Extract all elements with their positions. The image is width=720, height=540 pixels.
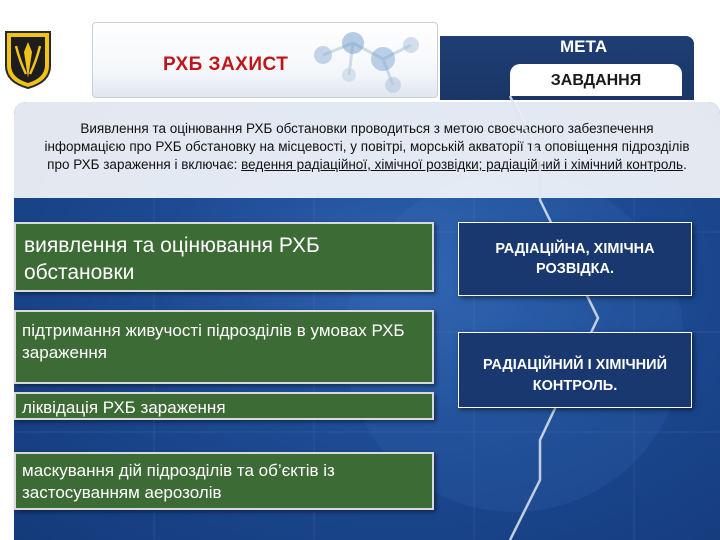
list-item-survivability: підтримання живучості підрозділів в умовах РХБ зараження [14, 310, 434, 384]
list-item-camouflage: маскування дій підрозділів та об’єктів із застосуванням аерозолів [14, 452, 434, 510]
molecule-icon [293, 25, 438, 97]
intro-plain: Виявлення та оцінювання РХБ обстановки проводиться з метою своєчасного забезпечення інформацією про РХБ обстановку на місцевості, у повітрі, морській акваторії та оповіщення підрозділів про РХБ зараження і включає: [44, 121, 690, 172]
task-box-reconnaissance: РАДІАЦІЙНА, ХІМІЧНА РОЗВІДКА. [458, 222, 692, 296]
title-tab [92, 22, 438, 98]
page-title: РХБ ЗАХИСТ [163, 54, 289, 75]
intro-underlined: ведення радіаційної, хімічної розвідки; радіаційний і хімічний контроль [241, 157, 684, 172]
intro-end: . [683, 157, 687, 172]
list-item-assessment: виявлення та оцінювання РХБ обстановки [14, 222, 434, 292]
tasks-tab [510, 64, 682, 96]
intro-text [14, 102, 720, 198]
tasks-label: ЗАВДАННЯ [550, 72, 642, 89]
military-emblem-icon [2, 28, 54, 90]
list-item-decontamination: ліквідація РХБ зараження [14, 392, 434, 420]
goal-label: МЕТА [560, 37, 608, 56]
task-box-control: РАДІАЦІЙНИЙ І ХІМІЧНИЙ КОНТРОЛЬ. [458, 332, 692, 408]
